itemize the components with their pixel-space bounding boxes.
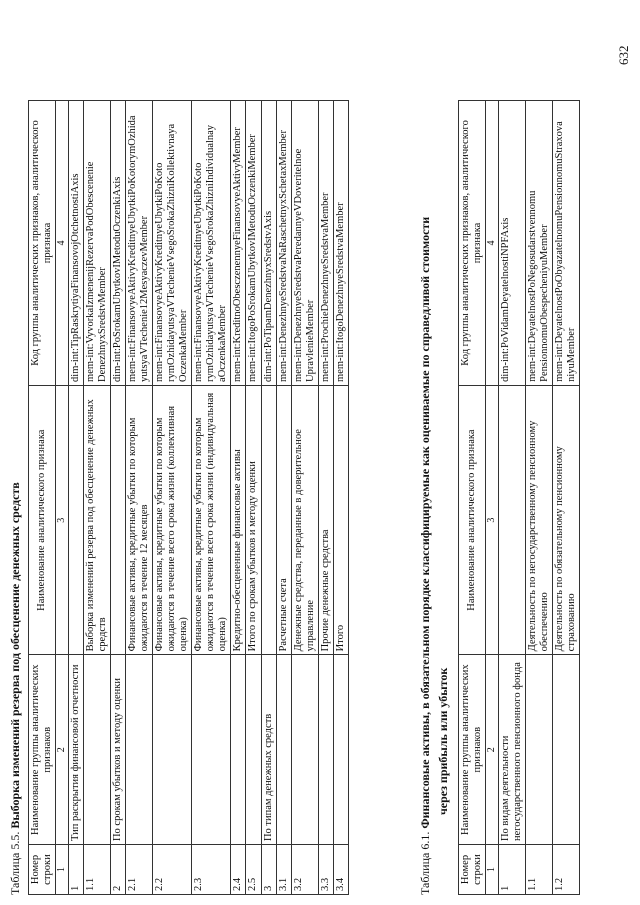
cell-row-number: 1 <box>498 845 525 895</box>
cell-group-name <box>333 655 348 845</box>
table-6-1-caption-prefix: Таблица 6.1. <box>418 831 432 895</box>
table-row <box>318 101 333 895</box>
table-6-1-body <box>498 101 579 895</box>
table-6-1-caption-line2: через прибыль или убыток <box>436 667 450 815</box>
cell-row-number: 3.2 <box>291 845 318 895</box>
cell-row-number: 1.1 <box>525 845 552 895</box>
cell-attribute-name: Денежные средства, переданные в доверительное управление <box>291 385 318 654</box>
table-row <box>276 101 291 895</box>
cell-code: mem-int:FinansovyeAktivyKreditnyeUbytkiPoKoto rymOzhidayutsyaVTechenieVsegoSrokaZhizniKollektivnaya OczenkaMember <box>153 101 192 386</box>
cell-group-name <box>246 655 261 845</box>
header-row-number: Номер строки <box>459 845 486 895</box>
table-6-1-caption <box>418 217 433 895</box>
cell-attribute-name <box>261 385 276 654</box>
cell-code: mem-int:FinansovyeAktivyKreditnyeUbytkiPoKoto rymOzhidayutsyaVTechenieVsegoSrokaZhizniIndividualnay aOczenkaMember <box>192 101 231 386</box>
table-row <box>291 101 318 895</box>
table-row <box>125 101 152 895</box>
table-row <box>261 101 276 895</box>
cell-group-name <box>318 655 333 845</box>
header-group-name: Наименование группы аналитических признаков <box>29 655 56 845</box>
cell-row-number: 1.2 <box>552 845 579 895</box>
header-group-name: Наименование группы аналитических признаков <box>459 655 486 845</box>
table-5-5-caption-prefix: Таблица 5.5. <box>8 831 22 895</box>
cell-group-name: По типам денежных средств <box>261 655 276 845</box>
cell-row-number: 2.2 <box>153 845 192 895</box>
cell-row-number: 2.5 <box>246 845 261 895</box>
table-5-5-caption-title: Выборка изменений резерва под обесценение денежных средств <box>8 482 22 829</box>
cell-attribute-name: Деятельность по негосударственному пенсионному обеспечению <box>525 385 552 654</box>
header-row-number: Номер строки <box>29 845 56 895</box>
cell-code: mem-int:ItogoDenezhnyeSredstvaMember <box>333 101 348 386</box>
cell-code: mem-int:DenezhnyeSredstvaPeredannyeVDoveritelnoe UpravlenieMember <box>291 101 318 386</box>
cell-row-number: 2.4 <box>231 845 246 895</box>
cell-code: dim-int:PoVidamDeyatelnostiNPFAxis <box>498 101 525 386</box>
table-row <box>192 101 231 895</box>
cell-row-number: 3 <box>261 845 276 895</box>
cell-row-number: 2.3 <box>192 845 231 895</box>
cell-attribute-name: Прочие денежные средства <box>318 385 333 654</box>
cell-code: dim-int:PoSrokamUbytkovIMetoduOczenkiAxis <box>110 101 125 386</box>
cell-attribute-name <box>498 385 525 654</box>
cell-code: mem-int:VyvorkaIzmenenijRezervaPodObescenenie DenezhnyxSredstvMember <box>83 101 110 386</box>
cell-attribute-name: Финансовые активы, кредитные убытки по которым ожидаются в течение 12 месяцев <box>125 385 152 654</box>
column-number: 1 <box>486 845 499 895</box>
table-6-1-column-numbers <box>486 101 499 895</box>
header-code: Код группы аналитических признаков, аналитического признака <box>459 101 486 386</box>
cell-code: mem-int:DenezhnyeSredstvaNaRaschetnyxSchetaxMember <box>276 101 291 386</box>
column-number: 4 <box>486 101 499 386</box>
cell-group-name <box>83 655 110 845</box>
table-6-1 <box>458 100 580 895</box>
cell-row-number: 2.1 <box>125 845 152 895</box>
cell-attribute-name: Деятельность по обязательному пенсионному страхованию <box>552 385 579 654</box>
cell-group-name <box>552 655 579 845</box>
cell-code: dim-int:TipRaskrytiyaFinansovojOtchetnostiAxis <box>68 101 83 386</box>
cell-code: mem-int:FinansovyeAktivyKreditnyeUbytkiPoKotorymOzhida yutsyaVTechenie12MesyaczevMember <box>125 101 152 386</box>
cell-attribute-name: Финансовые активы, кредитные убытки по которым ожидаются в течение всего срока жизни (коллективная оценка) <box>153 385 192 654</box>
cell-code: mem-int:DeyatelnostPoNegosudarstvennomu PensionnomuObespecheniyuMember <box>525 101 552 386</box>
header-attribute-name: Наименование аналитического признака <box>459 385 486 654</box>
cell-row-number: 3.3 <box>318 845 333 895</box>
cell-attribute-name: Итого <box>333 385 348 654</box>
cell-group-name <box>525 655 552 845</box>
page-number: 632 <box>616 45 631 65</box>
table-row <box>83 101 110 895</box>
table-6-1-header-row <box>459 101 486 895</box>
cell-attribute-name: Финансовые активы, кредитные убытки по которым ожидаются в течение всего срока жизни (индивидуальная оценка) <box>192 385 231 654</box>
column-number: 4 <box>56 101 69 386</box>
cell-group-name <box>192 655 231 845</box>
cell-group-name <box>276 655 291 845</box>
cell-code: mem-int:ItogoPoSrokamUbytkovIMetoduOczenkiMember <box>246 101 261 386</box>
cell-row-number: 1 <box>68 845 83 895</box>
table-row <box>525 101 552 895</box>
cell-row-number: 1.1 <box>83 845 110 895</box>
cell-row-number: 3.1 <box>276 845 291 895</box>
cell-attribute-name: Итого по срокам убытков и методу оценки <box>246 385 261 654</box>
cell-group-name <box>231 655 246 845</box>
cell-code: dim-int:PoTipamDenezhnyxSredstvAxis <box>261 101 276 386</box>
table-row <box>110 101 125 895</box>
cell-code: mem-int:KreditnoObesczenennyeFinansovyeAktivyMember <box>231 101 246 386</box>
header-code: Код группы аналитических признаков, аналитического признака <box>29 101 56 386</box>
column-number: 1 <box>56 845 69 895</box>
table-row <box>153 101 192 895</box>
cell-attribute-name: Кредитно-обесцененные финансовые активы <box>231 385 246 654</box>
table-row <box>231 101 246 895</box>
table-row <box>246 101 261 895</box>
column-number: 2 <box>486 655 499 845</box>
column-number: 3 <box>56 385 69 654</box>
table-row <box>498 101 525 895</box>
cell-attribute-name <box>68 385 83 654</box>
column-number: 3 <box>486 385 499 654</box>
table-5-5 <box>28 100 349 895</box>
table-5-5-body <box>68 101 348 895</box>
cell-attribute-name <box>110 385 125 654</box>
table-row <box>68 101 83 895</box>
cell-code: mem-int:DeyatelnostPoObyazatelnomuPensionnomuStraxova niyuMember <box>552 101 579 386</box>
header-attribute-name: Наименование аналитического признака <box>29 385 56 654</box>
table-row <box>333 101 348 895</box>
cell-row-number: 3.4 <box>333 845 348 895</box>
cell-attribute-name: Расчетные счета <box>276 385 291 654</box>
cell-group-name: По срокам убытков и методу оценки <box>110 655 125 845</box>
table-5-5-header-row <box>29 101 56 895</box>
cell-group-name <box>125 655 152 845</box>
cell-row-number: 2 <box>110 845 125 895</box>
table-6-1-caption-cont <box>436 668 451 815</box>
cell-code: mem-int:ProchieDenezhnyeSredstvaMember <box>318 101 333 386</box>
cell-group-name <box>291 655 318 845</box>
table-6-1-caption-line1: Финансовые активы, в обязательном порядке классифицируемые как оцениваемые по справедливой стоимости <box>418 216 432 829</box>
cell-group-name <box>153 655 192 845</box>
table-5-5-caption <box>8 482 23 895</box>
cell-attribute-name: Выборка изменений резерва под обесценение денежных средств <box>83 385 110 654</box>
cell-group-name: По видам деятельности негосударственного пенсионного фонда <box>498 655 525 845</box>
column-number: 2 <box>56 655 69 845</box>
cell-group-name: Тип раскрытия финансовой отчетности <box>68 655 83 845</box>
table-row <box>552 101 579 895</box>
table-5-5-column-numbers <box>56 101 69 895</box>
